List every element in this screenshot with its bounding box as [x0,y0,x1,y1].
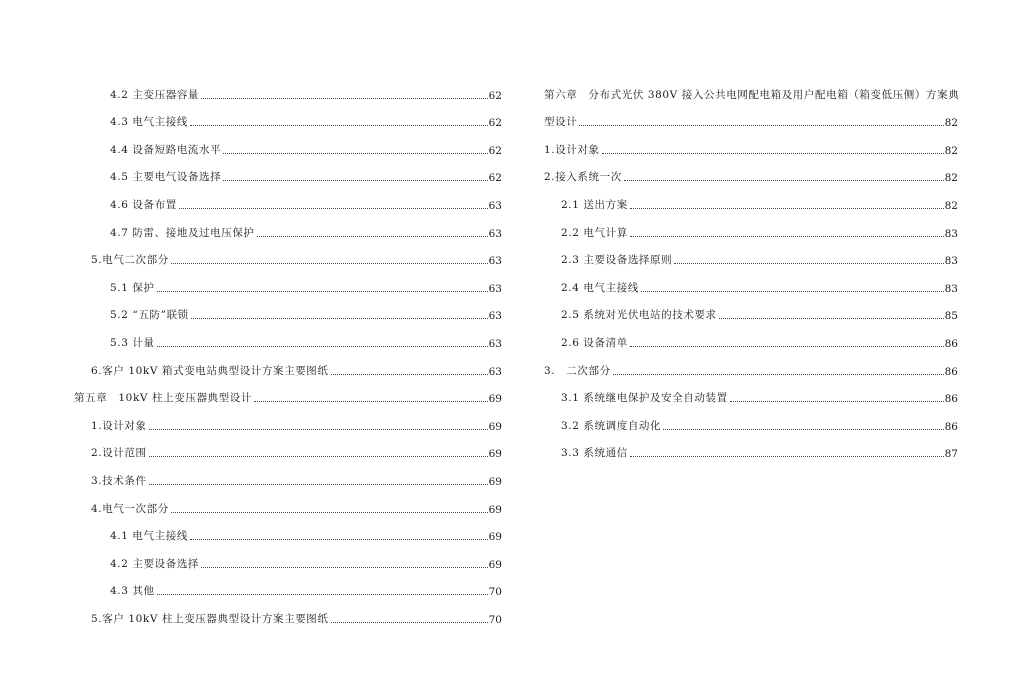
toc-entry-title: 5.1 保护 [110,281,155,294]
toc-page-number: 86 [944,420,958,433]
toc-entry-title: 4.1 电气主接线 [110,530,188,543]
toc-entry [74,295,502,323]
toc-page-number: 82 [944,144,958,157]
toc-entry-title: 4.3 电气主接线 [110,116,188,129]
toc-page-number: 82 [944,199,958,212]
toc-entry [74,488,502,516]
toc-entry [544,405,958,433]
toc-page-number: 63 [488,255,502,268]
toc-leader-dots [171,263,488,264]
toc-entry [74,267,502,295]
toc-leader-dots [613,374,944,375]
toc-leader-dots [624,180,944,181]
toc-entry-title: 6.客户 10kV 箱式变电站典型设计方案主要图纸 [91,364,329,377]
toc-entry-title: 3.2 系统调度自动化 [561,419,662,432]
toc-leader-dots [149,429,488,430]
toc-page-number: 62 [488,117,502,130]
toc-entry [74,350,502,378]
toc-entry-title: 2.4 电气主接线 [561,281,639,294]
toc-entry [544,129,958,157]
toc-entry [544,322,958,350]
toc-entry-title: 第六章 分布式光伏 380V 接入公共电网配电箱及用户配电箱（箱变低压侧）方案典 [544,88,960,101]
toc-entry-title: 4.7 防雷、接地及过电压保护 [110,226,255,239]
toc-page-number: 70 [488,613,502,626]
toc-page-number: 69 [488,420,502,433]
toc-entry-title: 4.2 主要设备选择 [110,557,200,570]
toc-entry [544,295,958,323]
toc-page-number: 62 [488,172,502,185]
toc-entry-title: 2.设计范围 [91,447,147,460]
toc-entry [74,157,502,185]
toc-leader-dots [579,125,943,126]
toc-page-number: 62 [488,89,502,102]
toc-entry-title: 5.电气二次部分 [91,254,169,267]
toc-entry-title: 2.2 电气计算 [561,226,628,239]
toc-leader-dots [201,98,488,99]
toc-page-number: 82 [944,172,958,185]
toc-entry [544,350,958,378]
toc-leader-dots [190,539,488,540]
toc-leader-dots [730,401,944,402]
toc-leader-dots [674,263,943,264]
toc-page-number: 63 [488,310,502,323]
toc-page-number: 69 [488,393,502,406]
toc-page-number: 63 [488,199,502,212]
toc-leader-dots [191,318,488,319]
toc-entry-title: 3.技术条件 [91,474,147,487]
toc-left-column [74,74,502,626]
toc-entry-title: 1.设计对象 [544,143,600,156]
toc-page-number: 69 [488,531,502,544]
toc-page-number: 63 [488,227,502,240]
toc-entry [74,102,502,130]
toc-entry [74,378,502,406]
toc-entry [74,460,502,488]
toc-leader-dots [602,153,944,154]
toc-entry [74,240,502,268]
toc-entry-title: 2.接入系统一次 [544,171,622,184]
toc-entry-title: 4.4 设备短路电流水平 [110,143,222,156]
toc-leader-dots [630,456,944,457]
toc-leader-dots [190,125,488,126]
toc-leader-dots [641,291,944,292]
toc-entry [74,322,502,350]
toc-entry-title: 5.3 计量 [110,336,155,349]
toc-leader-dots [254,401,488,402]
toc-entry-title: 4.电气一次部分 [91,502,169,515]
toc-entry-title: 4.5 主要电气设备选择 [110,171,222,184]
toc-page-number: 86 [944,393,958,406]
toc-right-column [544,74,958,460]
toc-entry-title: 5.客户 10kV 柱上变压器典型设计方案主要图纸 [91,612,329,625]
toc-leader-dots [630,346,944,347]
toc-page-number: 62 [488,144,502,157]
toc-page-number: 87 [944,448,958,461]
toc-page-number: 63 [488,337,502,350]
toc-entry-title: 4.2 主变压器容量 [110,88,200,101]
toc-entry [544,378,958,406]
toc-entry-title: 型设计 [544,116,578,129]
toc-chapter-heading [544,74,958,102]
toc-leader-dots [630,236,944,237]
toc-entry-title: 第五章 10kV 柱上变压器典型设计 [74,392,252,405]
toc-leader-dots [223,180,487,181]
toc-page-number: 70 [488,586,502,599]
toc-page-number: 86 [944,365,958,378]
toc-leader-dots [663,429,943,430]
toc-leader-dots [331,374,488,375]
toc-leader-dots [157,346,488,347]
toc-entry [544,433,958,461]
toc-entry [544,102,958,130]
toc-entry [74,543,502,571]
toc-page-number: 69 [488,503,502,516]
toc-page-number: 83 [944,282,958,295]
toc-entry [544,157,958,185]
toc-entry-title: 5.2 “五防”联锁 [110,309,189,322]
toc-leader-dots [149,484,488,485]
toc-entry-title: 3.3 系统通信 [561,447,628,460]
toc-entry-title: 3.1 系统继电保护及安全自动装置 [561,392,728,405]
toc-page-number: 85 [944,310,958,323]
toc-entry [74,433,502,461]
toc-page-number: 63 [488,365,502,378]
toc-leader-dots [157,594,488,595]
toc-entry [544,240,958,268]
toc-entry [74,212,502,240]
toc-entry [74,74,502,102]
toc-leader-dots [719,318,944,319]
toc-page-number: 69 [488,475,502,488]
toc-leader-dots [201,567,488,568]
toc-entry [74,129,502,157]
toc-leader-dots [179,208,488,209]
toc-page-number: 83 [944,227,958,240]
toc-entry-title: 4.3 其他 [110,585,155,598]
toc-entry [544,212,958,240]
toc-leader-dots [630,208,944,209]
toc-page-number: 69 [488,558,502,571]
toc-entry [74,598,502,626]
toc-entry [544,184,958,212]
toc-leader-dots [223,153,487,154]
toc-page-number: 63 [488,282,502,295]
toc-page-number: 86 [944,337,958,350]
toc-entry [74,571,502,599]
toc-entry-title: 3. 二次部分 [544,364,611,377]
toc-page-number: 82 [944,117,958,130]
toc-leader-dots [331,622,488,623]
toc-page-number: 83 [944,255,958,268]
toc-entry-title: 2.1 送出方案 [561,198,628,211]
toc-entry-title: 2.5 系统对光伏电站的技术要求 [561,309,717,322]
toc-entry-title: 4.6 设备布置 [110,198,177,211]
toc-leader-dots [149,456,488,457]
toc-entry [74,184,502,212]
toc-leader-dots [257,236,488,237]
toc-entry [544,267,958,295]
toc-entry [74,405,502,433]
toc-entry [74,516,502,544]
toc-entry-title: 2.6 设备清单 [561,336,628,349]
toc-leader-dots [171,512,488,513]
toc-page-number: 69 [488,448,502,461]
toc-leader-dots [157,291,488,292]
toc-entry-title: 2.3 主要设备选择原则 [561,254,673,267]
toc-entry-title: 1.设计对象 [91,419,147,432]
